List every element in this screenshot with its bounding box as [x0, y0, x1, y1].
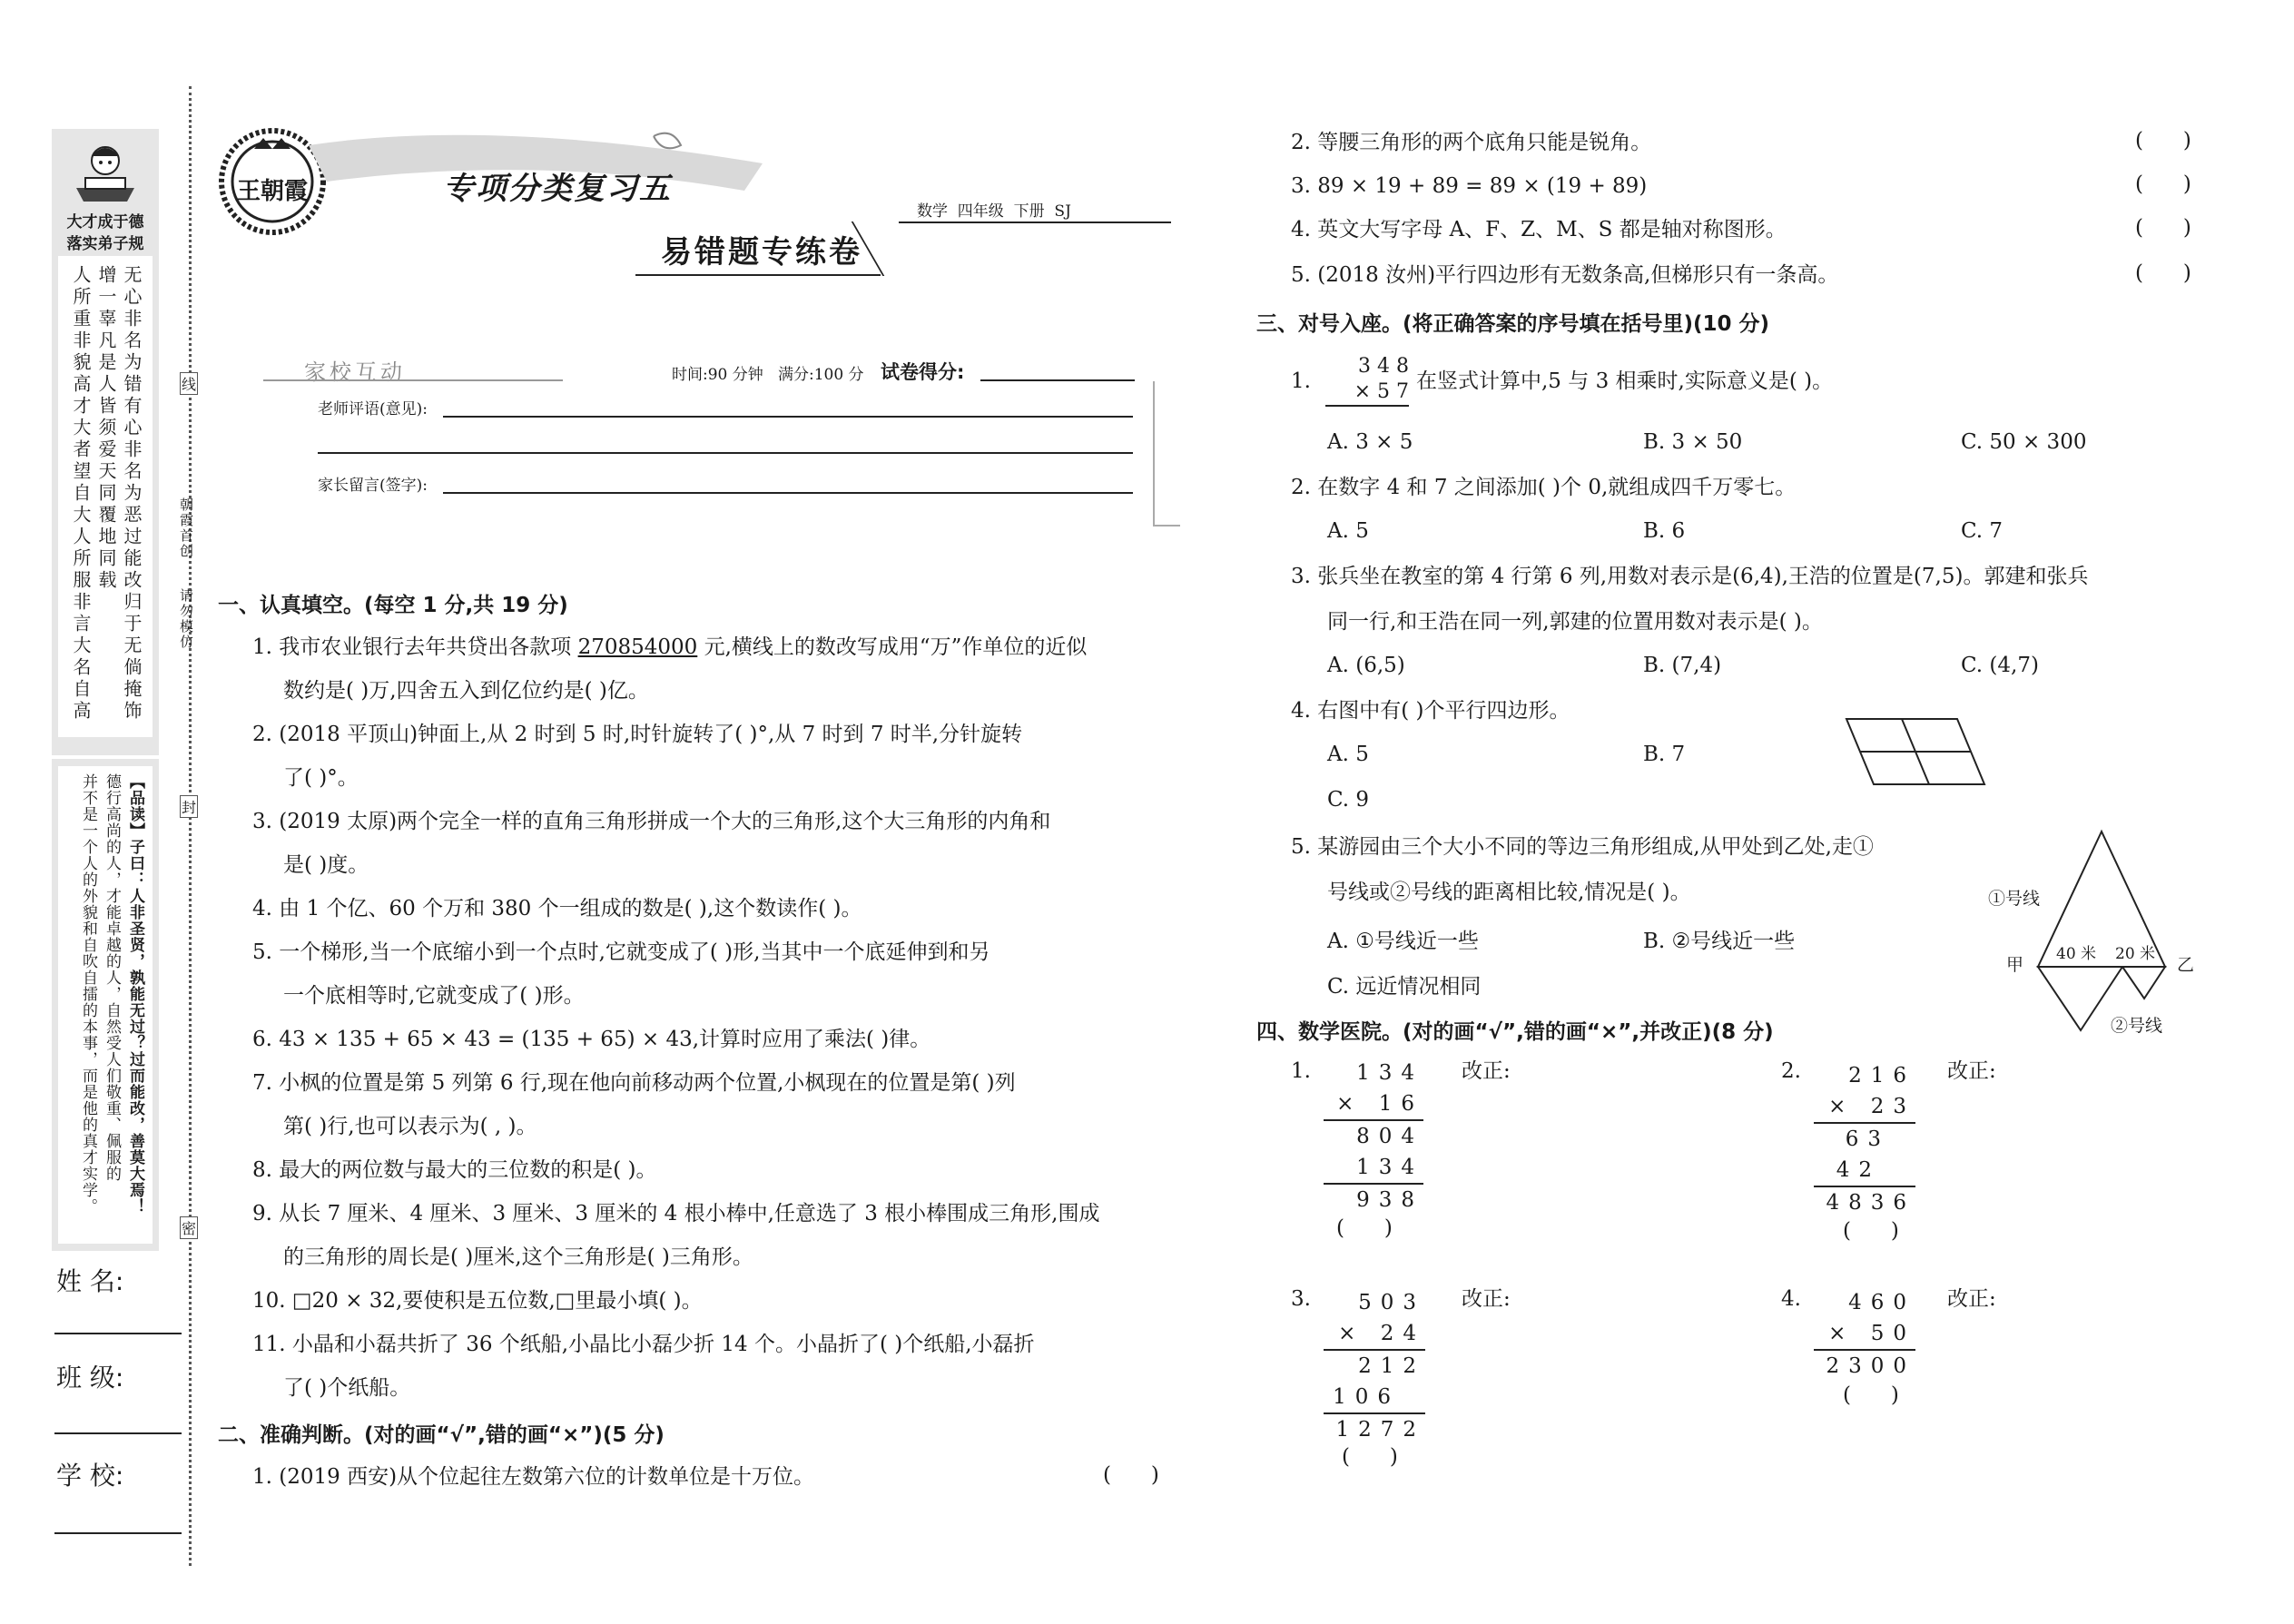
interaction-rule — [263, 379, 563, 381]
s3-q1-vertical — [1325, 354, 1409, 407]
sidebar-motto-top: 大才成于德 — [66, 213, 144, 231]
reading-col-3: 并不是一个人的外貌和自吹自擂的本事，而是他的真才实学。 — [79, 773, 97, 1215]
s4-c4-answer[interactable]: ( ) — [1843, 1383, 1899, 1407]
s4-c1-num: 1. — [1291, 1059, 1311, 1083]
s2-q5: 5. (2018 汝州)平行四边形有无数条高,但梯形只有一条高。 — [1291, 263, 1839, 287]
score-label: 试卷得分: — [881, 361, 965, 383]
s1-q2-line1: 2. (2018 平顶山)钟面上,从 2 时到 5 时,时针旋转了( )°,从 7 时到 7 时半,分针旋转 — [252, 723, 1023, 746]
cut-line — [189, 86, 192, 1566]
s3-q4-option-b[interactable]: B. 7 — [1643, 743, 1686, 766]
reading-title: 【品读】子曰：人非圣贤，孰能无过？过而能改，善莫大焉！ — [126, 773, 144, 1215]
s4-c1-p2: 134 — [1324, 1152, 1423, 1185]
s3-q2-option-b[interactable]: B. 6 — [1643, 519, 1686, 543]
score-field[interactable] — [980, 379, 1135, 381]
s4-c1-answer[interactable]: ( ) — [1336, 1216, 1393, 1240]
s3-q4-text: 4. 右图中有( )个平行四边形。 — [1291, 699, 1570, 723]
end-label: 乙 — [2177, 955, 2195, 975]
time-score: 时间:90 分钟 满分:100 分 — [672, 366, 864, 384]
s4-c1-a: 134 — [1356, 1061, 1423, 1085]
tag-line — [899, 221, 1171, 223]
s3-q3-option-b[interactable]: B. (7,4) — [1643, 654, 1722, 677]
parent-comment-label: 家长留言(签字): — [318, 477, 428, 495]
section2-title: 二、准确判断。(对的画“√”,错的画“×”)(5 分) — [218, 1423, 665, 1447]
subject-tag: 数学 四年级 下册 SJ — [917, 202, 1071, 221]
s4-c3-res: 1272 — [1335, 1418, 1425, 1442]
s3-q4-option-c[interactable]: C. 9 — [1327, 788, 1370, 812]
s4-c2-a: 216 — [1848, 1064, 1915, 1088]
s3-q1-num: 1. — [1291, 369, 1311, 393]
cut-mark-line: 线 — [180, 372, 198, 395]
s4-c4-num: 4. — [1781, 1287, 1801, 1311]
s4-c1-res: 938 — [1356, 1188, 1423, 1212]
s1-q8-line1: 8. 最大的两位数与最大的三位数的积是( )。 — [252, 1158, 657, 1182]
school-field[interactable] — [54, 1532, 182, 1534]
s3-q5-line1: 5. 某游园由三个大小不同的等边三角形组成,从甲处到乙处,走① — [1291, 835, 1874, 859]
s3-q1-option-b[interactable]: B. 3 × 50 — [1643, 430, 1743, 454]
s3-q5-line2: 号线或②号线的距离相比较,情况是( )。 — [1327, 881, 1691, 904]
s4-c2-answer[interactable]: ( ) — [1843, 1219, 1899, 1243]
class-field[interactable] — [54, 1432, 182, 1434]
s2-q1-answer[interactable]: ( ) — [1103, 1463, 1159, 1487]
route1-label: ①号线 — [1988, 889, 2041, 909]
s1-q6-line1: 6. 43 × 135 + 65 × 43 = (135 + 65) × 43,计算时应用了乘法( )律。 — [252, 1028, 931, 1051]
copyright-1: 朝霞首创 — [178, 497, 194, 559]
s3-q5-option-c[interactable]: C. 远近情况相同 — [1327, 975, 1482, 999]
s3-q2-option-a[interactable]: A. 5 — [1327, 519, 1369, 543]
s3-q1-text: 在竖式计算中,5 与 3 相乘时,实际意义是( )。 — [1416, 369, 1834, 393]
cut-mark-seal: 封 — [180, 795, 198, 818]
s1-q11-line2: 了( )个纸船。 — [283, 1376, 411, 1400]
s2-q3-answer[interactable]: ( ) — [2135, 172, 2191, 196]
park-route-figure — [1988, 826, 2215, 1044]
section4-title: 四、数学医院。(对的画“√”,错的画“×”,并改正)(8 分) — [1256, 1020, 1774, 1044]
child-reading-icon — [64, 138, 147, 206]
section1-title: 一、认真填空。(每空 1 分,共 19 分) — [218, 594, 568, 617]
s4-c4-a: 460 — [1848, 1291, 1915, 1314]
school-label: 学 校: — [56, 1461, 124, 1491]
s4-c1-p1: 804 — [1356, 1125, 1423, 1148]
s3-q1-option-c[interactable]: C. 50 × 300 — [1961, 430, 2087, 454]
teacher-comment-label: 老师评语(意见): — [318, 400, 428, 418]
s1-q7-line1: 7. 小枫的位置是第 5 列第 6 行,现在他向前移动两个位置,小枫现在的位置是第( )列 — [252, 1071, 1016, 1095]
s4-c3-fix[interactable]: 改正: — [1462, 1287, 1511, 1311]
sidebar-poem-col-1: 无心非名为错有心非名为恶过能改归于无倘掩饰 — [121, 265, 143, 723]
brand-name: 王朝霞 — [236, 178, 308, 205]
s3-q2-text: 2. 在数字 4 和 7 之间添加( )个 0,就组成四千万零七。 — [1291, 476, 1797, 499]
s4-c3-p2: 106 — [1324, 1382, 1425, 1414]
s1-q5-line2: 一个底相等时,它就变成了( )形。 — [283, 984, 585, 1008]
sidebar-motto-bottom: 落实弟子规 — [66, 235, 144, 253]
s2-q5-answer[interactable]: ( ) — [2135, 261, 2191, 285]
s3-q1-bottom: × 5 7 — [1325, 379, 1409, 407]
s4-c4-vertical — [1814, 1287, 1915, 1382]
s1-q4-line1: 4. 由 1 个亿、60 个万和 380 个一组成的数是( ),这个数读作( )。 — [252, 897, 862, 920]
s1-q11-line1: 11. 小晶和小磊共折了 36 个纸船,小晶比小磊少折 14 个。小晶折了( )个纸船,小磊折 — [252, 1333, 1035, 1356]
s4-c2-num: 2. — [1781, 1059, 1801, 1083]
name-label: 姓 名: — [56, 1266, 124, 1296]
s1-q2-line2: 了( )°。 — [283, 766, 359, 790]
s1-q3-line1: 3. (2019 太原)两个完全一样的直角三角形拼成一个大的三角形,这个大三角形的内角和 — [252, 810, 1051, 833]
s1-q9-line1: 9. 从长 7 厘米、4 厘米、3 厘米、3 厘米的 4 根小棒中,任意选了 3 根小棒围成三角形,围成 — [252, 1202, 1100, 1225]
teacher-comment-field[interactable] — [443, 416, 1133, 418]
sidebar-portrait — [64, 138, 147, 206]
header-corner-decoration — [1153, 381, 1180, 527]
s3-q5-option-a[interactable]: A. ①号线近一些 — [1327, 930, 1479, 953]
s2-q1: 1. (2019 西安)从个位起往左数第六位的计数单位是十万位。 — [252, 1465, 815, 1489]
s3-q3-option-c[interactable]: C. (4,7) — [1961, 654, 2039, 677]
s3-q4-option-a[interactable]: A. 5 — [1327, 743, 1369, 766]
section3-title: 三、对号入座。(将正确答案的序号填在括号里)(10 分) — [1256, 312, 1770, 336]
s1-q7-line2: 第( )行,也可以表示为( , )。 — [283, 1115, 537, 1138]
title-underline — [635, 274, 881, 276]
s4-c3-answer[interactable]: ( ) — [1342, 1445, 1398, 1469]
s4-c2-fix[interactable]: 改正: — [1947, 1059, 1996, 1083]
teacher-comment-field-2[interactable] — [318, 452, 1133, 454]
triangle-route-diagram — [1988, 826, 2215, 1044]
interaction-badge: 家校互动 — [304, 359, 406, 385]
s4-c3-b: × 24 — [1324, 1318, 1425, 1351]
copyright-2: 请勿模仿 — [178, 588, 194, 650]
class-label: 班 级: — [56, 1363, 124, 1393]
len1-label: 40 米 — [2056, 945, 2097, 963]
s1-q1-line2: 数约是( )万,四舍五入到亿位约是( )亿。 — [283, 679, 649, 703]
parent-comment-field[interactable] — [443, 492, 1133, 494]
series-title: 专项分类复习五 — [443, 171, 672, 207]
s4-c2-p1: 63 — [1845, 1127, 1890, 1151]
sidebar-poem-col-3: 人所重非貌高才大者望自大人所服非言大名自高 — [70, 265, 92, 723]
s4-c2-res: 4836 — [1826, 1191, 1915, 1215]
sidebar-poem-col-2: 增一辜凡是人皆须爱天同覆地同载 — [95, 265, 117, 592]
s2-q4: 4. 英文大写字母 A、F、Z、M、S 都是轴对称图形。 — [1291, 218, 1787, 241]
parallelogram-grid-icon — [1843, 715, 1988, 788]
s4-c3-vertical — [1324, 1287, 1425, 1445]
s1-q5-line1: 5. 一个梯形,当一个底缩小到一个点时,它就变成了( )形,当其中一个底延伸到和另 — [252, 940, 990, 964]
s4-c4-res: 2300 — [1826, 1354, 1915, 1378]
s3-q3-line2: 同一行,和王浩在同一列,郭建的位置用数对表示是( )。 — [1327, 610, 1823, 634]
s1-q10-line1: 10. □20 × 32,要使积是五位数,□里最小填( )。 — [252, 1289, 703, 1313]
s2-q3: 3. 89 × 19 + 89 = 89 × (19 + 89) — [1291, 174, 1648, 198]
s1-q1-line1: 1. 我市农业银行去年共贷出各款项 270854000 元,横线上的数改写成用“万”作单位的近似 — [252, 635, 1088, 659]
s3-q2-option-c[interactable]: C. 7 — [1961, 519, 2004, 543]
s4-c4-b: × 50 — [1814, 1318, 1915, 1351]
s4-c3-p1: 212 — [1358, 1354, 1425, 1378]
s4-c3-a: 503 — [1358, 1291, 1425, 1314]
s4-c1-fix[interactable]: 改正: — [1462, 1059, 1511, 1083]
s3-q3-option-a[interactable]: A. (6,5) — [1327, 654, 1405, 677]
s1-q9-line2: 的三角形的周长是( )厘米,这个三角形是( )三角形。 — [283, 1245, 753, 1269]
s4-c4-fix[interactable]: 改正: — [1947, 1287, 1996, 1311]
s2-q2-answer[interactable]: ( ) — [2135, 129, 2191, 153]
s3-q1-option-a[interactable]: A. 3 × 5 — [1327, 430, 1413, 454]
s3-q1-top: 3 4 8 — [1358, 355, 1409, 378]
s4-c3-num: 3. — [1291, 1287, 1311, 1311]
s4-c1-b: × 16 — [1324, 1088, 1423, 1121]
page-title: 易错题专练卷 — [661, 234, 862, 271]
reading-col-2: 德行高尚的人，才能卓越的人，自然受人们敬重、佩服的 — [103, 773, 121, 1182]
s1-q3-line2: 是( )度。 — [283, 853, 369, 877]
s4-c2-p2: 42 — [1814, 1155, 1915, 1187]
start-label: 甲 — [2006, 955, 2024, 975]
name-field[interactable] — [54, 1333, 182, 1334]
s3-q5-option-b[interactable]: B. ②号线近一些 — [1643, 930, 1796, 953]
s2-q2: 2. 等腰三角形的两个底角只能是锐角。 — [1291, 131, 1652, 154]
s4-c2-b: × 23 — [1814, 1091, 1915, 1124]
cut-mark-secret: 密 — [180, 1216, 198, 1239]
s2-q4-answer[interactable]: ( ) — [2135, 216, 2191, 240]
s3-q3-line1: 3. 张兵坐在教室的第 4 行第 6 列,用数对表示是(6,4),王浩的位置是(7,5)。郭建和张兵 — [1291, 565, 2089, 588]
len2-label: 20 米 — [2115, 945, 2156, 963]
route2-label: ②号线 — [2111, 1016, 2163, 1036]
parallelogram-figure — [1843, 715, 1988, 788]
s4-c1-vertical — [1324, 1058, 1423, 1216]
s4-c2-vertical — [1814, 1060, 1915, 1218]
